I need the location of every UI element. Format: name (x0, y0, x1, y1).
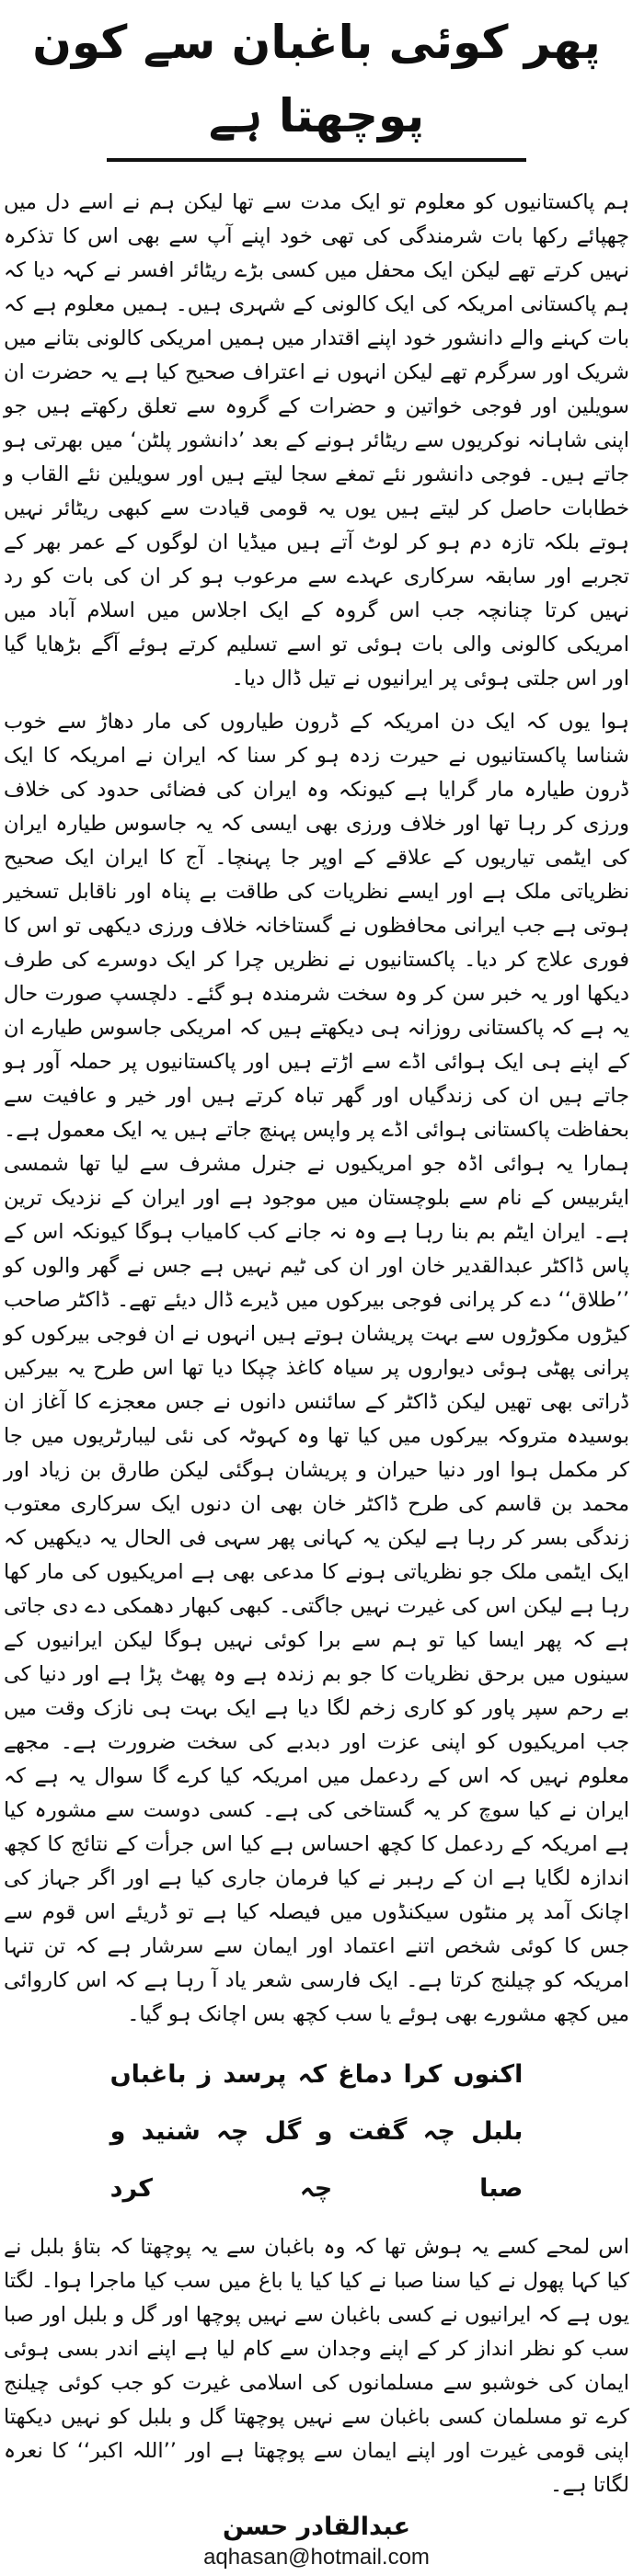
article-headline: پھر کوئی باغبان سے کون پوچھتا ہے (32, 16, 601, 142)
author-email: aqhasan@hotmail.com (203, 2545, 430, 2570)
author-name: عبدالقادر حسن (222, 2513, 411, 2541)
couplet-line-1: اکنوں کرا دماغ کہ پرسد ز باغباں (109, 2060, 524, 2089)
couplet-line-2: بلبل چہ گفت و گل چہ شنید و صبا چہ کرد (109, 2117, 524, 2203)
article-paragraph: اس لمحے کسے یہ ہوش تھا کہ وہ باغبان سے یہ پوچھتا کہ بتاؤ بلبل نے کیا کہا پھول نے کیا سنا صبا نے کیا کیا یا باغ میں سب کیا ماجرا ہوا۔ لگتا یوں ہے کہ ایرانیوں نے کسی باغبان سے نہیں پوچھا اور گل و بلبل اور صبا سب کو نظر انداز کر کے اپنے وجدان سے کام لیا ہے اپنے اندر بسی ہوئی ایمان کی خوشبو سے مسلمانوں کی اسلامی غیرت کو جب کوئی چیلنج کرے تو مسلمان کسی باغبان سے نہیں پوچھتا گل و بلبل کو نہیں دیکھتا اپنی قومی غیرت اور اپنے ایمان سے پوچھتا ہے اور ’’اللہ اکبر‘‘ کا نعرہ لگاتا ہے۔ (4, 2235, 629, 2497)
article-paragraph: ہم پاکستانیوں کو معلوم تو ایک مدت سے تھا لیکن ہم نے اسے دل میں چھپائے رکھا بات شرمندگی کی تھی خود اپنے آپ سے بھی اس کا تذکرہ نہیں کرتے تھے لیکن ایک محفل میں کسی بڑے ریٹائر افسر نے کہہ دیا کہ ہم پاکستانی امریکہ کی ایک کالونی کے شہری ہیں۔ ہمیں معلوم ہے کہ بات کہنے والے دانشور خود اپنے اقتدار میں ہمیں امریکی کالونی بتانے میں شریک اور سرگرم تھے لیکن انہوں نے اعتراف صحیح کیا ہے یہ حضرت ان سویلین اور فوجی خواتین و حضرات کے گروہ سے تعلق رکھتے ہیں جو اپنی شاہانہ نوکریوں سے ریٹائر ہونے کے بعد ’دانشور پلٹن‘ میں بھرتی ہو جاتے ہیں۔ فوجی دانشور نئے تمغے سجا لیتے ہیں اور سویلین نئے القاب و خطابات حاصل کر لیتے ہیں یوں یہ قومی قیادت سے کبھی ریٹائر نہیں ہوتے بلکہ تازہ دم ہو کر لوٹ آتے ہیں میڈیا ان لوگوں کے عمر بھر کے تجربے اور سابقہ سرکاری عہدے سے مرعوب ہو کر ان کی بات کو رد نہیں کرتا چنانچہ جب اس گروہ کے ایک اجلاس میں اسلام آباد میں امریکی کالونی والی بات ہوئی تو اسے تسلیم کرتے ہوئے آگے بڑھایا گیا اور اس جلتی ہوئی پر ایرانیوں نے تیل ڈال دیا۔ (4, 190, 629, 690)
poetry-couplet (110, 2046, 524, 2217)
headline-divider (107, 158, 526, 162)
article-paragraph: ہوا یوں کہ ایک دن امریکہ کے ڈرون طیاروں کی مار دھاڑ سے خوب شناسا پاکستانیوں نے حیرت زدہ ہو کر سنا کہ ایران نے امریکہ کا ایک ڈرون طیارہ مار گرایا ہے کیونکہ وہ ایران کی فضائی حدود کی خلاف ورزی کر رہا تھا اور خلاف ورزی بھی ایسی کہ یہ جاسوس طیارہ ایران کی ایٹمی تیاریوں کے علاقے کے اوپر جا پہنچا۔ آج کا ایران ایک صحیح نظریاتی ملک ہے اور ایسے نظریات کی طاقت بے پناہ اور ناقابل تسخیر ہوتی ہے جب ایرانی محافظوں نے گستاخانہ خلاف ورزی دیکھی تو اس کا فوری علاج کر دیا۔ پاکستانیوں نے نظریں چرا کر ایک دوسرے کی طرف دیکھا اور یہ خبر سن کر وہ سخت شرمندہ ہو گئے۔ دلچسپ صورت حال یہ ہے کہ پاکستانی روزانہ ہی دیکھتے ہیں کہ امریکی جاسوس طیارے ان کے اپنے ہی ایک ہوائی اڈے سے اڑتے ہیں اور پاکستانیوں پر حملہ آور ہو جاتے ہیں ان کی زندگیاں اور گھر تباہ کرتے ہیں اور خیر و عافیت سے بحفاظت پاکستانی ہوائی اڈے پر واپس پہنچ جاتے ہیں یہ ایک معمول ہے۔ ہمارا یہ ہوائی اڈہ جو امریکیوں نے جنرل مشرف سے لیا تھا شمسی ایئربیس کے نام سے بلوچستان میں موجود ہے اور ایران کے نزدیک ترین ہے۔ ایران ایٹم بم بنا رہا ہے وہ نہ جانے کب کامیاب ہوگا کیونکہ اس کے پاس ڈاکٹر عبدالقدیر خان اور ان کی ٹیم نہیں ہے جس نے گھر والوں کو ’’طلاق‘‘ دے کر پرانی فوجی بیرکوں میں ڈیرے ڈال دیئے تھے۔ ڈاکٹر صاحب کیڑوں مکوڑوں سے بہت پریشان ہوتے ہیں انہوں نے ان فوجی بیرکوں کو پرانی پھٹی ہوئی دیواروں پر سیاہ کاغذ چپکا دیا تھا اس طرح یہ بیرکیں ڈراتی بھی تھیں لیکن ڈاکٹر کے سائنس دانوں نے جس معجزے کا آغاز ان بوسیدہ متروکہ بیرکوں میں کیا تھا وہ کہوٹہ کی نئی لیبارٹریوں میں جا کر مکمل ہوا اور دنیا حیران و پریشان ہوگئی لیکن طارق بن زیاد اور محمد بن قاسم کی طرح ڈاکٹر خان بھی ان دنوں ایک سرکاری معتوب زندگی بسر کر رہا ہے لیکن یہ کہانی پھر سہی فی الحال یہ دیکھیں کہ ایک ایٹمی ملک جو نظریاتی ہونے کا مدعی بھی ہے امریکیوں کی مار کھا رہا ہے لیکن اس کی غیرت نہیں جاگتی۔ کبھی کبھار دھمکی دے دی جاتی ہے کہ پھر ایسا کیا تو ہم سے برا کوئی نہیں ہوگا لیکن ایرانیوں کے سینوں میں برحق نظریات کا جو بم زندہ ہے وہ پھٹ پڑا ہے اور دنیا کی بے رحم سپر پاور کو کاری زخم لگا دیا ہے ایک بہت ہی نازک وقت میں جب امریکیوں کو اپنی عزت اور دبدبے کی سخت ضرورت ہے۔ مجھے معلوم نہیں کہ اس کے ردعمل میں امریکہ کیا کرے گا سوال یہ ہے کہ ایران نے کیا سوچ کر یہ گستاخی کی ہے۔ کسی دوست سے مشورہ کیا ہے امریکہ کے ردعمل کا کچھ احساس ہے کیا اس جرأت کے نتائج کا کچھ اندازہ لگایا ہے ان کے رہبر نے کیا فرمان جاری کیا ہے اور اگر جہاز کی اچانک آمد پر منٹوں سیکنڈوں میں فیصلہ کیا ہے تو ڈریئے اس قوم سے جس کا کوئی شخص اتنے اعتماد اور ایمان سے سرشار ہے کہ تن تنہا امریکہ کو چیلنج کرتا ہے۔ ایک فارسی شعر یاد آ رہا ہے کہ اس کاروائی میں کچھ مشورے بھی ہوئے یا سب کچھ بس اچانک ہو گیا۔ (4, 710, 629, 2026)
